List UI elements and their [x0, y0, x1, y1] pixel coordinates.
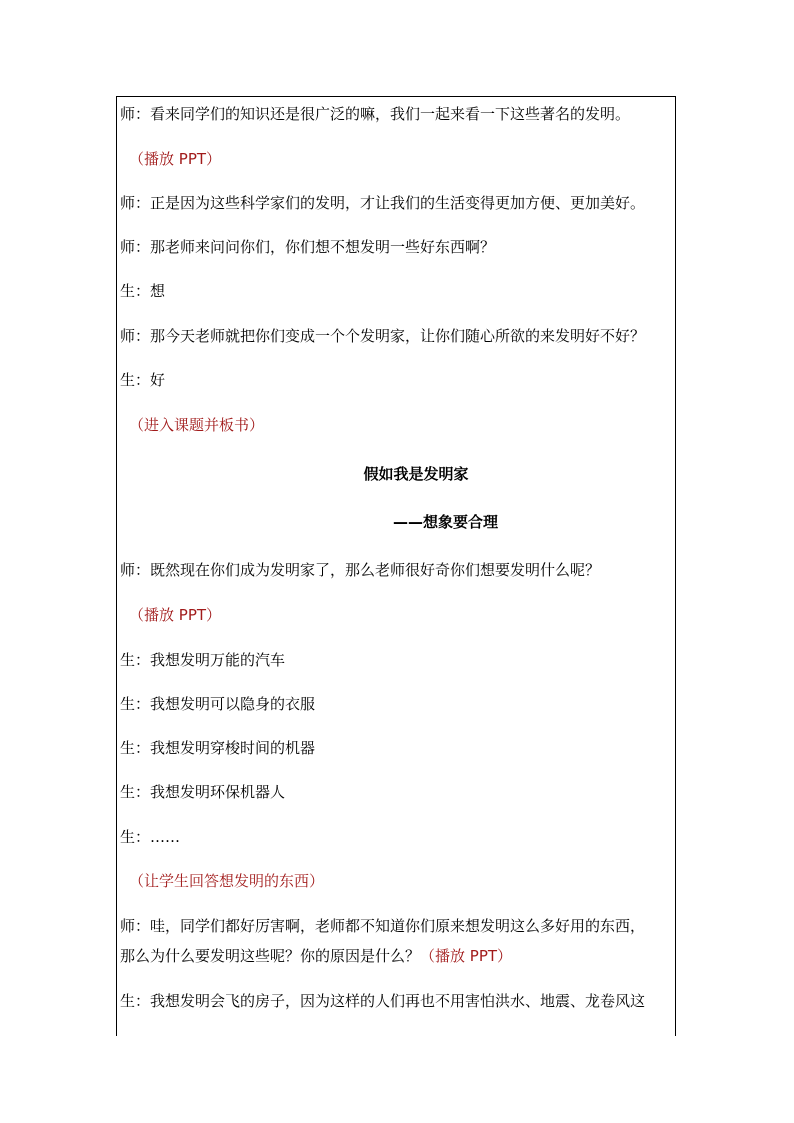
dialogue-line: 生：好 — [120, 371, 166, 389]
dialogue-line: 师：那今天老师就把你们变成一个个发明家，让你们随心所欲的来发明好不好？ — [120, 327, 646, 345]
dialogue-line: 生：我想发明万能的汽车 — [120, 651, 286, 669]
dialogue-line: 师：那老师来问问你们，你们想不想发明一些好东西啊？ — [120, 238, 496, 256]
dialogue-line: 生：我想发明可以隐身的衣服 — [120, 695, 316, 713]
dialogue-line: 师：哇，同学们都好厉害啊，老师都不知道你们原来想发明这么多好用的东西， — [120, 917, 646, 935]
stage-direction: （播放 PPT） — [129, 606, 222, 624]
dialogue-line: 师：既然现在你们成为发明家了，那么老师很好奇你们想要发明什么呢？ — [120, 561, 601, 579]
stage-direction: （播放 PPT） — [129, 150, 222, 168]
dialogue-line: 师：正是因为这些科学家们的发明，才让我们的生活变得更加方便、更加美好。 — [120, 194, 646, 212]
stage-direction: （播放 PPT） — [420, 947, 513, 965]
document-table-cell — [116, 96, 676, 1036]
lesson-subtitle: ——想象要合理 — [393, 513, 499, 531]
dialogue-line: 生：我想发明穿梭时间的机器 — [120, 739, 316, 757]
stage-direction: （进入课题并板书） — [129, 416, 265, 434]
dialogue-line: 生：我想发明会飞的房子，因为这样的人们再也不用害怕洪水、地震、龙卷风这 — [120, 992, 646, 1010]
dialogue-line: 生：…… — [120, 828, 181, 846]
dialogue-line: 生：想 — [120, 282, 166, 300]
lesson-title: 假如我是发明家 — [363, 465, 469, 483]
dialogue-line — [120, 946, 675, 966]
stage-direction: （让学生回答想发明的东西） — [129, 872, 325, 890]
dialogue-text: 那么为什么要发明这些呢？你的原因是什么？ — [120, 947, 421, 965]
dialogue-line: 生：我想发明环保机器人 — [120, 783, 286, 801]
dialogue-line: 师：看来同学们的知识还是很广泛的嘛，我们一起来看一下这些著名的发明。 — [120, 105, 631, 123]
